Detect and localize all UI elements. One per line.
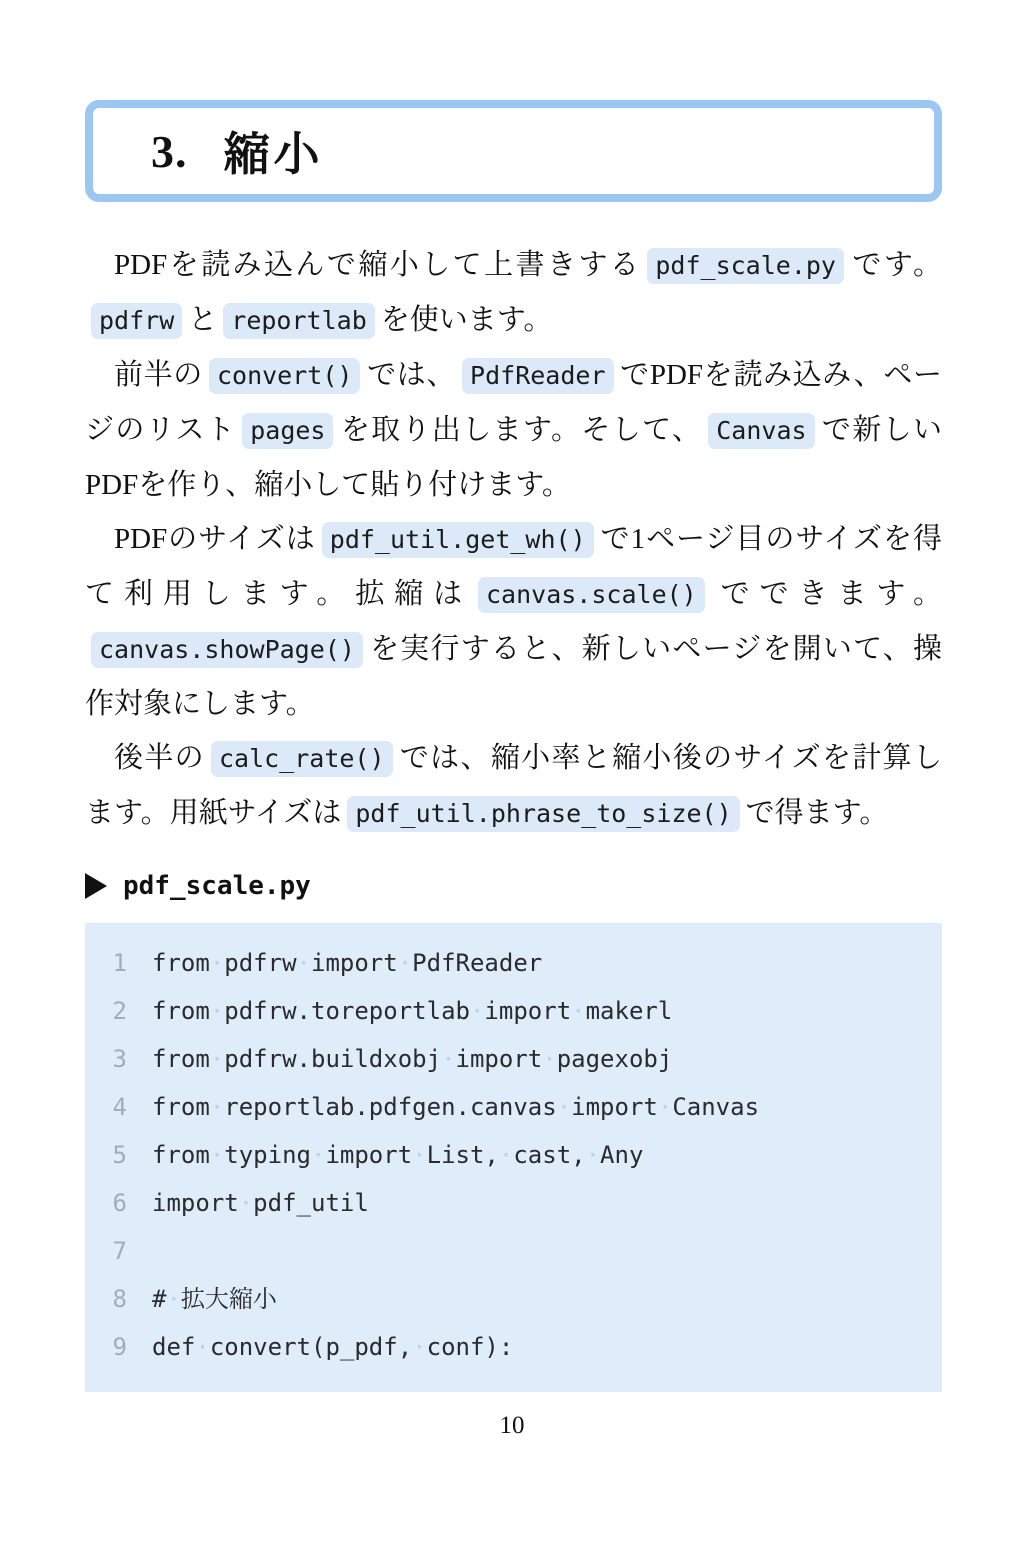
line-number: 9 (112, 1333, 127, 1361)
inline-code-chip: calc_rate() (211, 741, 393, 777)
chapter-number: 3. (151, 125, 188, 177)
body-text: で得ます。 (745, 797, 889, 829)
code-text: from·pdfrw·import·PdfReader (152, 949, 543, 977)
body-text: では、 (366, 359, 457, 391)
document-page (0, 100, 1024, 1547)
body-text: で1ページ目のサイズを得て利用します。拡縮は (85, 523, 942, 610)
code-line (85, 1131, 942, 1179)
line-number: 5 (112, 1141, 127, 1169)
code-text: from·pdfrw.toreportlab·import·makerl (152, 997, 673, 1025)
article-body (85, 238, 942, 841)
paragraph (85, 512, 942, 731)
inline-code-chip: canvas.showPage() (91, 632, 363, 668)
paragraph (85, 238, 942, 348)
body-text: でできます。 (710, 578, 942, 610)
body-text: と (188, 304, 218, 336)
body-text: 後半の (114, 742, 205, 774)
code-text: import·pdf_util (152, 1189, 369, 1217)
body-text: で新しいPDFを作り、縮小して貼り付けます。 (85, 414, 942, 501)
code-text: #·拡大縮小 (152, 1285, 277, 1313)
code-line (85, 1035, 942, 1083)
chapter-title-box (85, 100, 942, 202)
code-line (85, 1323, 942, 1371)
code-line (85, 1083, 942, 1131)
chapter-title: 縮小 (223, 129, 324, 180)
inline-code-chip: pdf_util.phrase_to_size() (347, 796, 739, 832)
code-line (85, 1179, 942, 1227)
code-text: from·reportlab.pdfgen.canvas·import·Canvas (152, 1093, 760, 1121)
paragraph (85, 348, 942, 512)
line-number: 2 (112, 997, 127, 1025)
line-number: 4 (112, 1093, 127, 1121)
inline-code-chip: pdf_scale.py (647, 248, 844, 284)
inline-code-chip: convert() (209, 358, 360, 394)
body-text: です。 (849, 249, 943, 281)
code-line (85, 1275, 942, 1323)
code-text: from·typing·import·List,·cast,·Any (152, 1141, 644, 1169)
inline-code-chip: pdfrw (91, 303, 182, 339)
code-text (152, 1227, 166, 1275)
inline-code-chip: pages (242, 413, 333, 449)
page-number: 10 (499, 1412, 525, 1439)
play-triangle-icon (85, 873, 107, 899)
body-text: を使います。 (380, 304, 553, 336)
code-text: def·convert(p_pdf,·conf): (152, 1333, 514, 1361)
code-block (85, 923, 942, 1392)
body-text: PDFを読み込んで縮小して上書きする (114, 249, 642, 281)
code-text: from·pdfrw.buildxobj·import·pagexobj (152, 1045, 673, 1073)
body-text: でPDFを読み込み、ページのリスト (85, 359, 942, 446)
inline-code-chip: canvas.scale() (478, 577, 705, 613)
inline-code-chip: pdf_util.get_wh() (322, 522, 594, 558)
body-text: 前半の (114, 359, 203, 391)
body-text: では、縮小率と縮小後のサイズを計算します。用紙サイズは (85, 742, 942, 829)
code-line (85, 939, 942, 987)
body-text: PDFのサイズは (114, 523, 316, 555)
code-line (85, 1227, 942, 1275)
line-number: 3 (112, 1045, 127, 1073)
code-listing-header (85, 865, 942, 907)
inline-code-chip: Canvas (708, 413, 814, 449)
body-text: を取り出します。そして、 (339, 414, 703, 446)
body-text: を実行すると、新しいページを開いて、操作対象にします。 (85, 633, 942, 720)
line-number: 7 (112, 1237, 127, 1265)
code-line (85, 987, 942, 1035)
inline-code-chip: PdfReader (462, 358, 613, 394)
line-number: 8 (112, 1285, 127, 1313)
inline-code-chip: reportlab (223, 303, 374, 339)
code-listing-filename: pdf_scale.py (123, 871, 311, 901)
line-number: 6 (112, 1189, 127, 1217)
line-number: 1 (112, 949, 127, 977)
paragraph (85, 731, 942, 841)
